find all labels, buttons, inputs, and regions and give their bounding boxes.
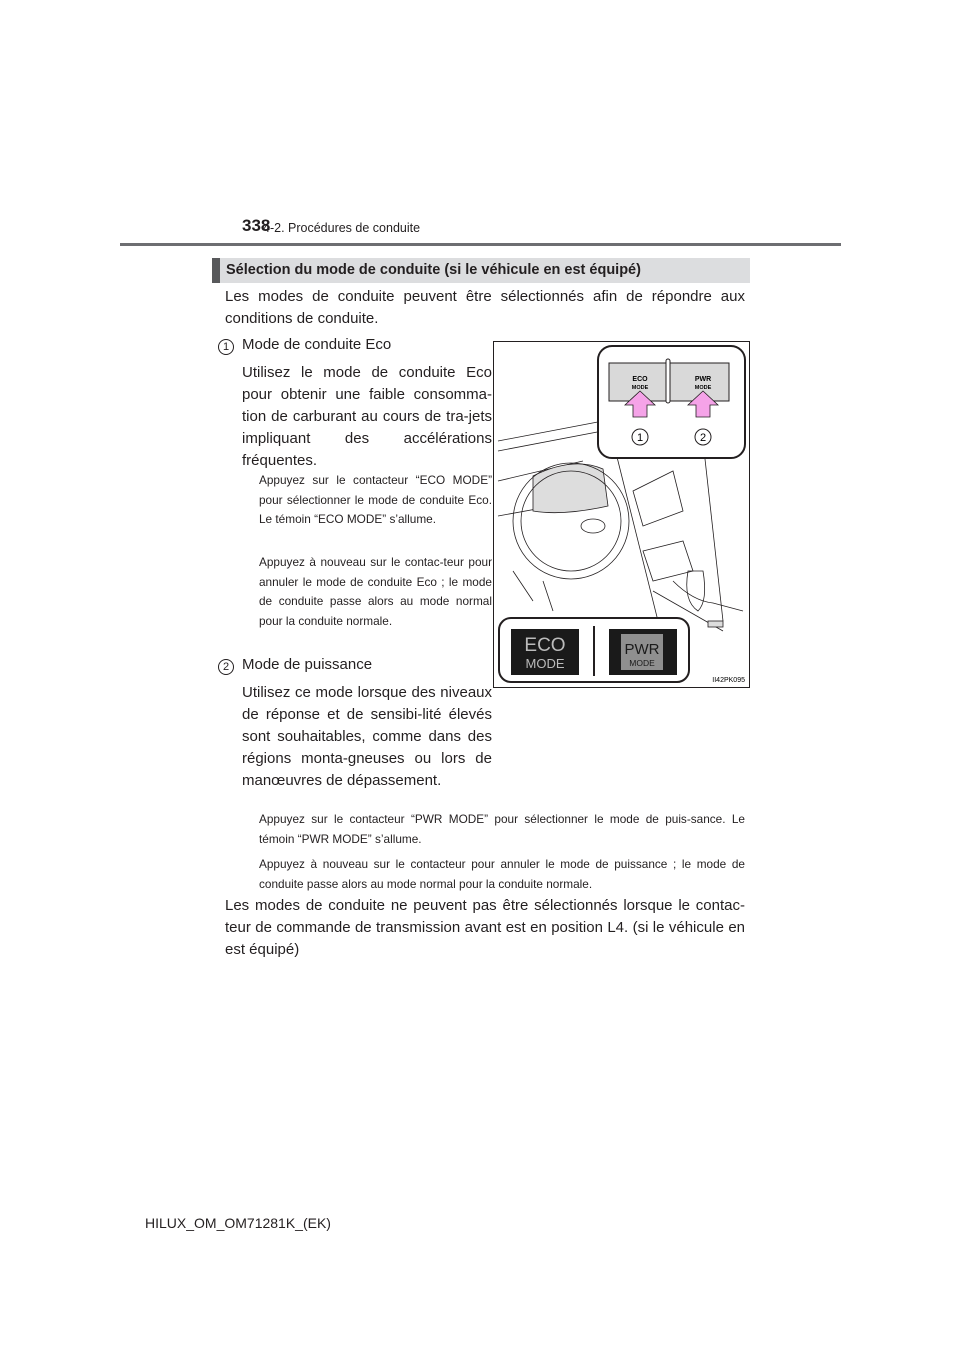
item-1-number: 1	[218, 337, 234, 355]
intro-paragraph: Les modes de conduite peuvent être sélectionnés afin de répondre aux conditions de conduite.	[225, 288, 745, 327]
running-header: 4-2. Procédures de conduite	[263, 221, 421, 235]
indicator-eco: ECO	[524, 635, 566, 656]
svg-text:MODE: MODE	[525, 656, 565, 671]
callout-2: 2	[699, 432, 707, 444]
item-2-note-1: Appuyez sur le contacteur “PWR MODE” pour sélectionner le mode de puis-sance. Le témoin “PWR MODE” s’allume.	[259, 812, 745, 846]
svg-text:MODE: MODE	[629, 658, 655, 668]
heading-strip	[212, 258, 220, 283]
item-1-note-2: Appuyez à nouveau sur le contac-teur pour annuler le mode de conduite Eco ; le mode de conduite passe alors au mode normal pour la conduite normale.	[259, 555, 492, 628]
switch-eco-label: ECO	[632, 376, 648, 383]
section-title: Sélection du mode de conduite (si le véhicule en est équipé)	[226, 262, 641, 278]
item-2-description: Utilisez ce mode lorsque des niveaux de réponse et de sensibi-lité élevés sont souhaitables, comme dans des régions monta-gneuses ou lors de manœuvres de dépassement.	[242, 684, 492, 789]
header-rule	[120, 243, 841, 246]
footer-document-code: HILUX_OM_OM71281K_(EK)	[145, 1215, 331, 1231]
page-number: 338	[242, 216, 271, 235]
item-1-note-1: Appuyez sur le contacteur “ECO MODE” pour sélectionner le mode de conduite Eco. Le témoin “ECO MODE” s’allume.	[259, 473, 492, 526]
item-1-description: Utilisez le mode de conduite Eco pour obtenir une faible consomma-tion de carburant au cours de tra-jets impliquant des accélérations fréquentes.	[242, 364, 492, 469]
figure-code: II42PK095	[712, 677, 745, 684]
callout-1: 1	[636, 432, 644, 444]
svg-text:MODE: MODE	[694, 385, 712, 391]
item-2-number: 2	[218, 657, 234, 675]
indicator-pwr: PWR	[624, 641, 660, 658]
item-1-title: Mode de conduite Eco	[242, 336, 392, 353]
item-2-note-2: Appuyez à nouveau sur le contacteur pour annuler le mode de puissance ; le mode de conduite passe alors au mode normal pour la conduite normale.	[259, 857, 745, 891]
section-heading	[212, 258, 750, 283]
closing-paragraph: Les modes de conduite ne peuvent pas être sélectionnés lorsque le contac-teur de commande de transmission avant est en position L4. (si le véhicule en est équipé)	[225, 897, 745, 958]
item-2-title: Mode de puissance	[242, 656, 373, 673]
svg-text:MODE: MODE	[631, 385, 649, 391]
switch-pwr-label: PWR	[694, 376, 712, 383]
figure-drive-mode-switches	[493, 341, 750, 688]
